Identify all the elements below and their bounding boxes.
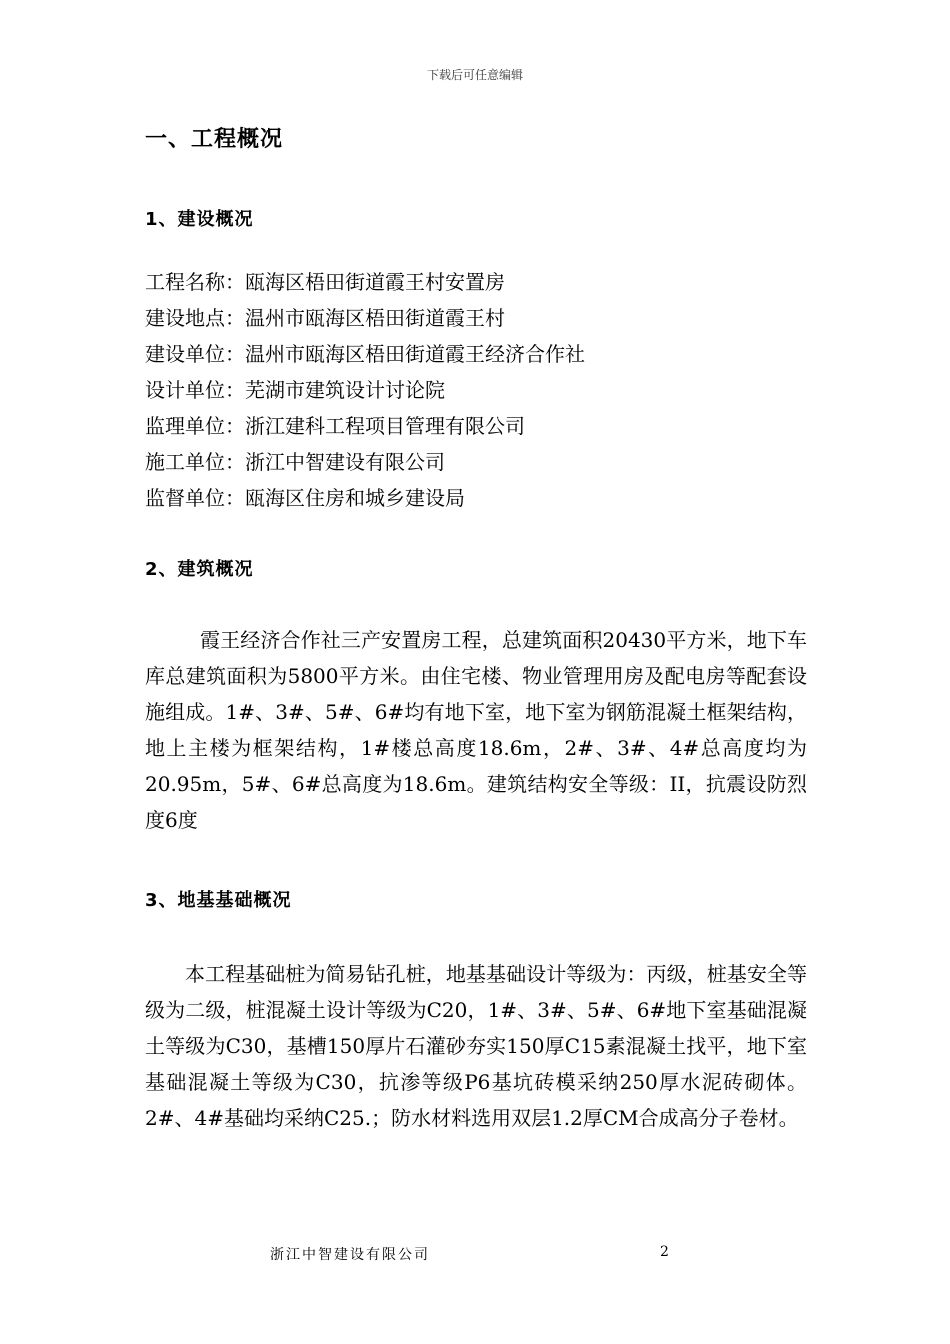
info-project-name: 工程名称：瓯海区梧田街道霞王村安置房 [145,270,505,294]
foundation-overview-paragraph: 本工程基础桩为简易钻孔桩，地基基础设计等级为：丙级，桩基安全等级为二级，桩混凝土设计等级为C20，1#、3#、5#、6#地下室基础混凝土等级为C30，基槽150厚片石灌砂夯实150厚C15素混凝土找平，地下室基础混凝土等级为C30，抗渗等级P6基坑砖模采纳250厚水泥砖砌体。2#、4#基础均采纳C25.；防水材料选用双层1.2厚CM合成高分子卷材。 [145,962,807,1130]
subsection-title-construction: 1、建设概况 [145,209,254,230]
subsection-title-building: 2、建筑概况 [145,559,254,580]
section-title: 一、工程概况 [145,127,284,152]
info-supervisor: 监理单位：浙江建科工程项目管理有限公司 [145,414,525,438]
header-note: 下载后可任意编辑 [426,68,523,82]
info-regulator: 监督单位：瓯海区住房和城乡建设局 [145,486,465,510]
footer-company: 浙江中智建设有限公司 [270,1247,430,1263]
info-designer: 设计单位：芜湖市建筑设计讨论院 [145,378,445,402]
subsection-title-foundation: 3、地基基础概况 [145,890,292,911]
info-location: 建设地点：温州市瓯海区梧田街道霞王村 [145,306,505,330]
project-info-list [145,264,585,516]
info-contractor: 施工单位：浙江中智建设有限公司 [145,450,445,474]
page-number: 2 [660,1244,669,1260]
info-owner: 建设单位：温州市瓯海区梧田街道霞王经济合作社 [145,342,585,366]
building-overview-paragraph: 霞王经济合作社三产安置房工程，总建筑面积20430平方米，地下车库总建筑面积为5800平方米。由住宅楼、物业管理用房及配电房等配套设施组成。1#、3#、5#、6#均有地下室，地下室为钢筋混凝土框架结构，地上主楼为框架结构，1#楼总高度18.6m，2#、3#、4#总高度均为20.95m，5#、6#总高度为18.6m。建筑结构安全等级：II，抗震设防烈度6度 [145,628,807,832]
